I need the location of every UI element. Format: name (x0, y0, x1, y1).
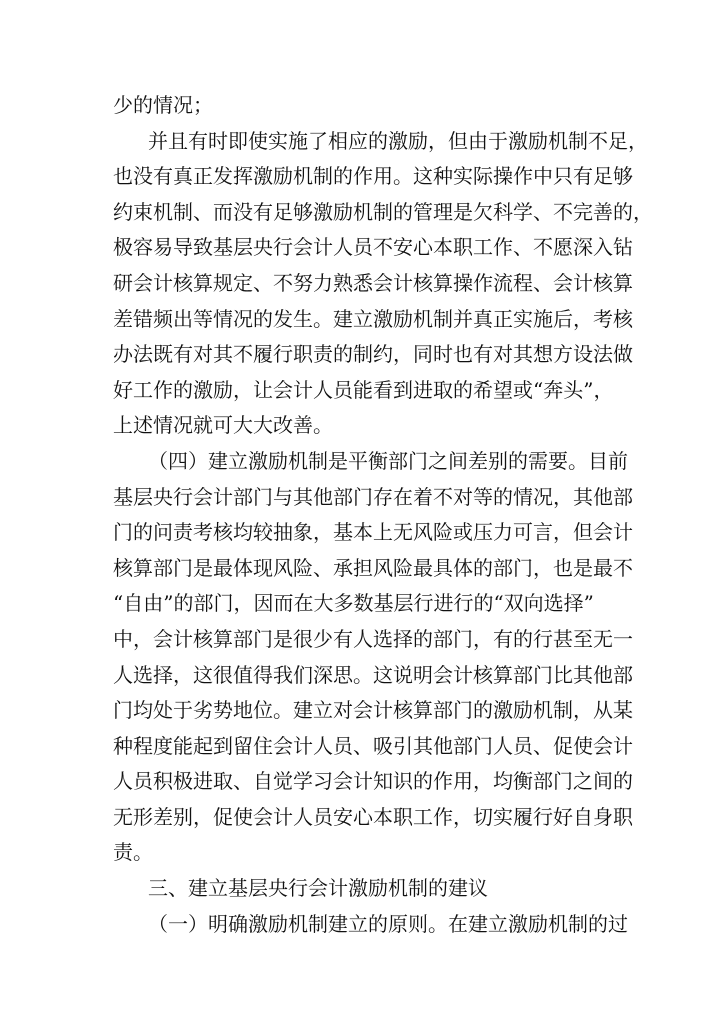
text-line: 核算部门是最体现风险、承担风险最具体的部门，也是最不 (113, 555, 633, 580)
text-line: 极容易导致基层央行会计人员不安心本职工作、不愿深入钻 (113, 235, 633, 260)
text-line: 门均处于劣势地位。建立对会计核算部门的激励机制，从某 (113, 698, 633, 723)
text-line: 人选择，这很值得我们深思。这说明会计核算部门比其他部 (113, 662, 633, 687)
text-line: 门的问责考核均较抽象，基本上无风险或压力可言，但会计 (113, 520, 633, 545)
text-line: 上述情况就可大大改善。 (113, 413, 333, 438)
text-line: 差错频出等情况的发生。建立激励机制并真正实施后，考核 (113, 306, 633, 331)
text-line: 少的情况； (113, 93, 213, 117)
text-line: 责。 (113, 840, 153, 865)
text-line: 也没有真正发挥激励机制的作用。这种实际操作中只有足够 (113, 164, 633, 189)
text-line: 种程度能起到留住会计人员、吸引其他部门人员、促使会计 (113, 733, 633, 758)
text-line: 并且有时即使实施了相应的激励，但由于激励机制不足， (148, 128, 648, 153)
text-line: 办法既有对其不履行职责的制约，同时也有对其想方设法做 (113, 342, 633, 367)
text-line: （四）建立激励机制是平衡部门之间差别的需要。目前 (148, 448, 628, 473)
text-line: 好工作的激励，让会计人员能看到进取的希望或“奔头”， (113, 377, 614, 402)
text-line: 人员积极进取、自觉学习会计知识的作用，均衡部门之间的 (113, 769, 633, 794)
body-text (113, 88, 653, 942)
text-line: 中，会计核算部门是很少有人选择的部门，有的行甚至无一 (113, 626, 633, 651)
text-line: “自由”的部门，因而在大多数基层行进行的“双向选择” (113, 591, 594, 616)
text-line: 基层央行会计部门与其他部门存在着不对等的情况，其他部 (113, 484, 633, 509)
text-line: （一）明确激励机制建立的原则。在建立激励机制的过 (148, 911, 628, 936)
text-line: 研会计核算规定、不努力熟悉会计核算操作流程、会计核算 (113, 270, 633, 295)
text-line: 约束机制、而没有足够激励机制的管理是欠科学、不完善的， (113, 199, 653, 224)
text-line: 三、建立基层央行会计激励机制的建议 (148, 876, 488, 901)
text-line: 无形差别，促使会计人员安心本职工作，切实履行好自身职 (113, 804, 633, 829)
